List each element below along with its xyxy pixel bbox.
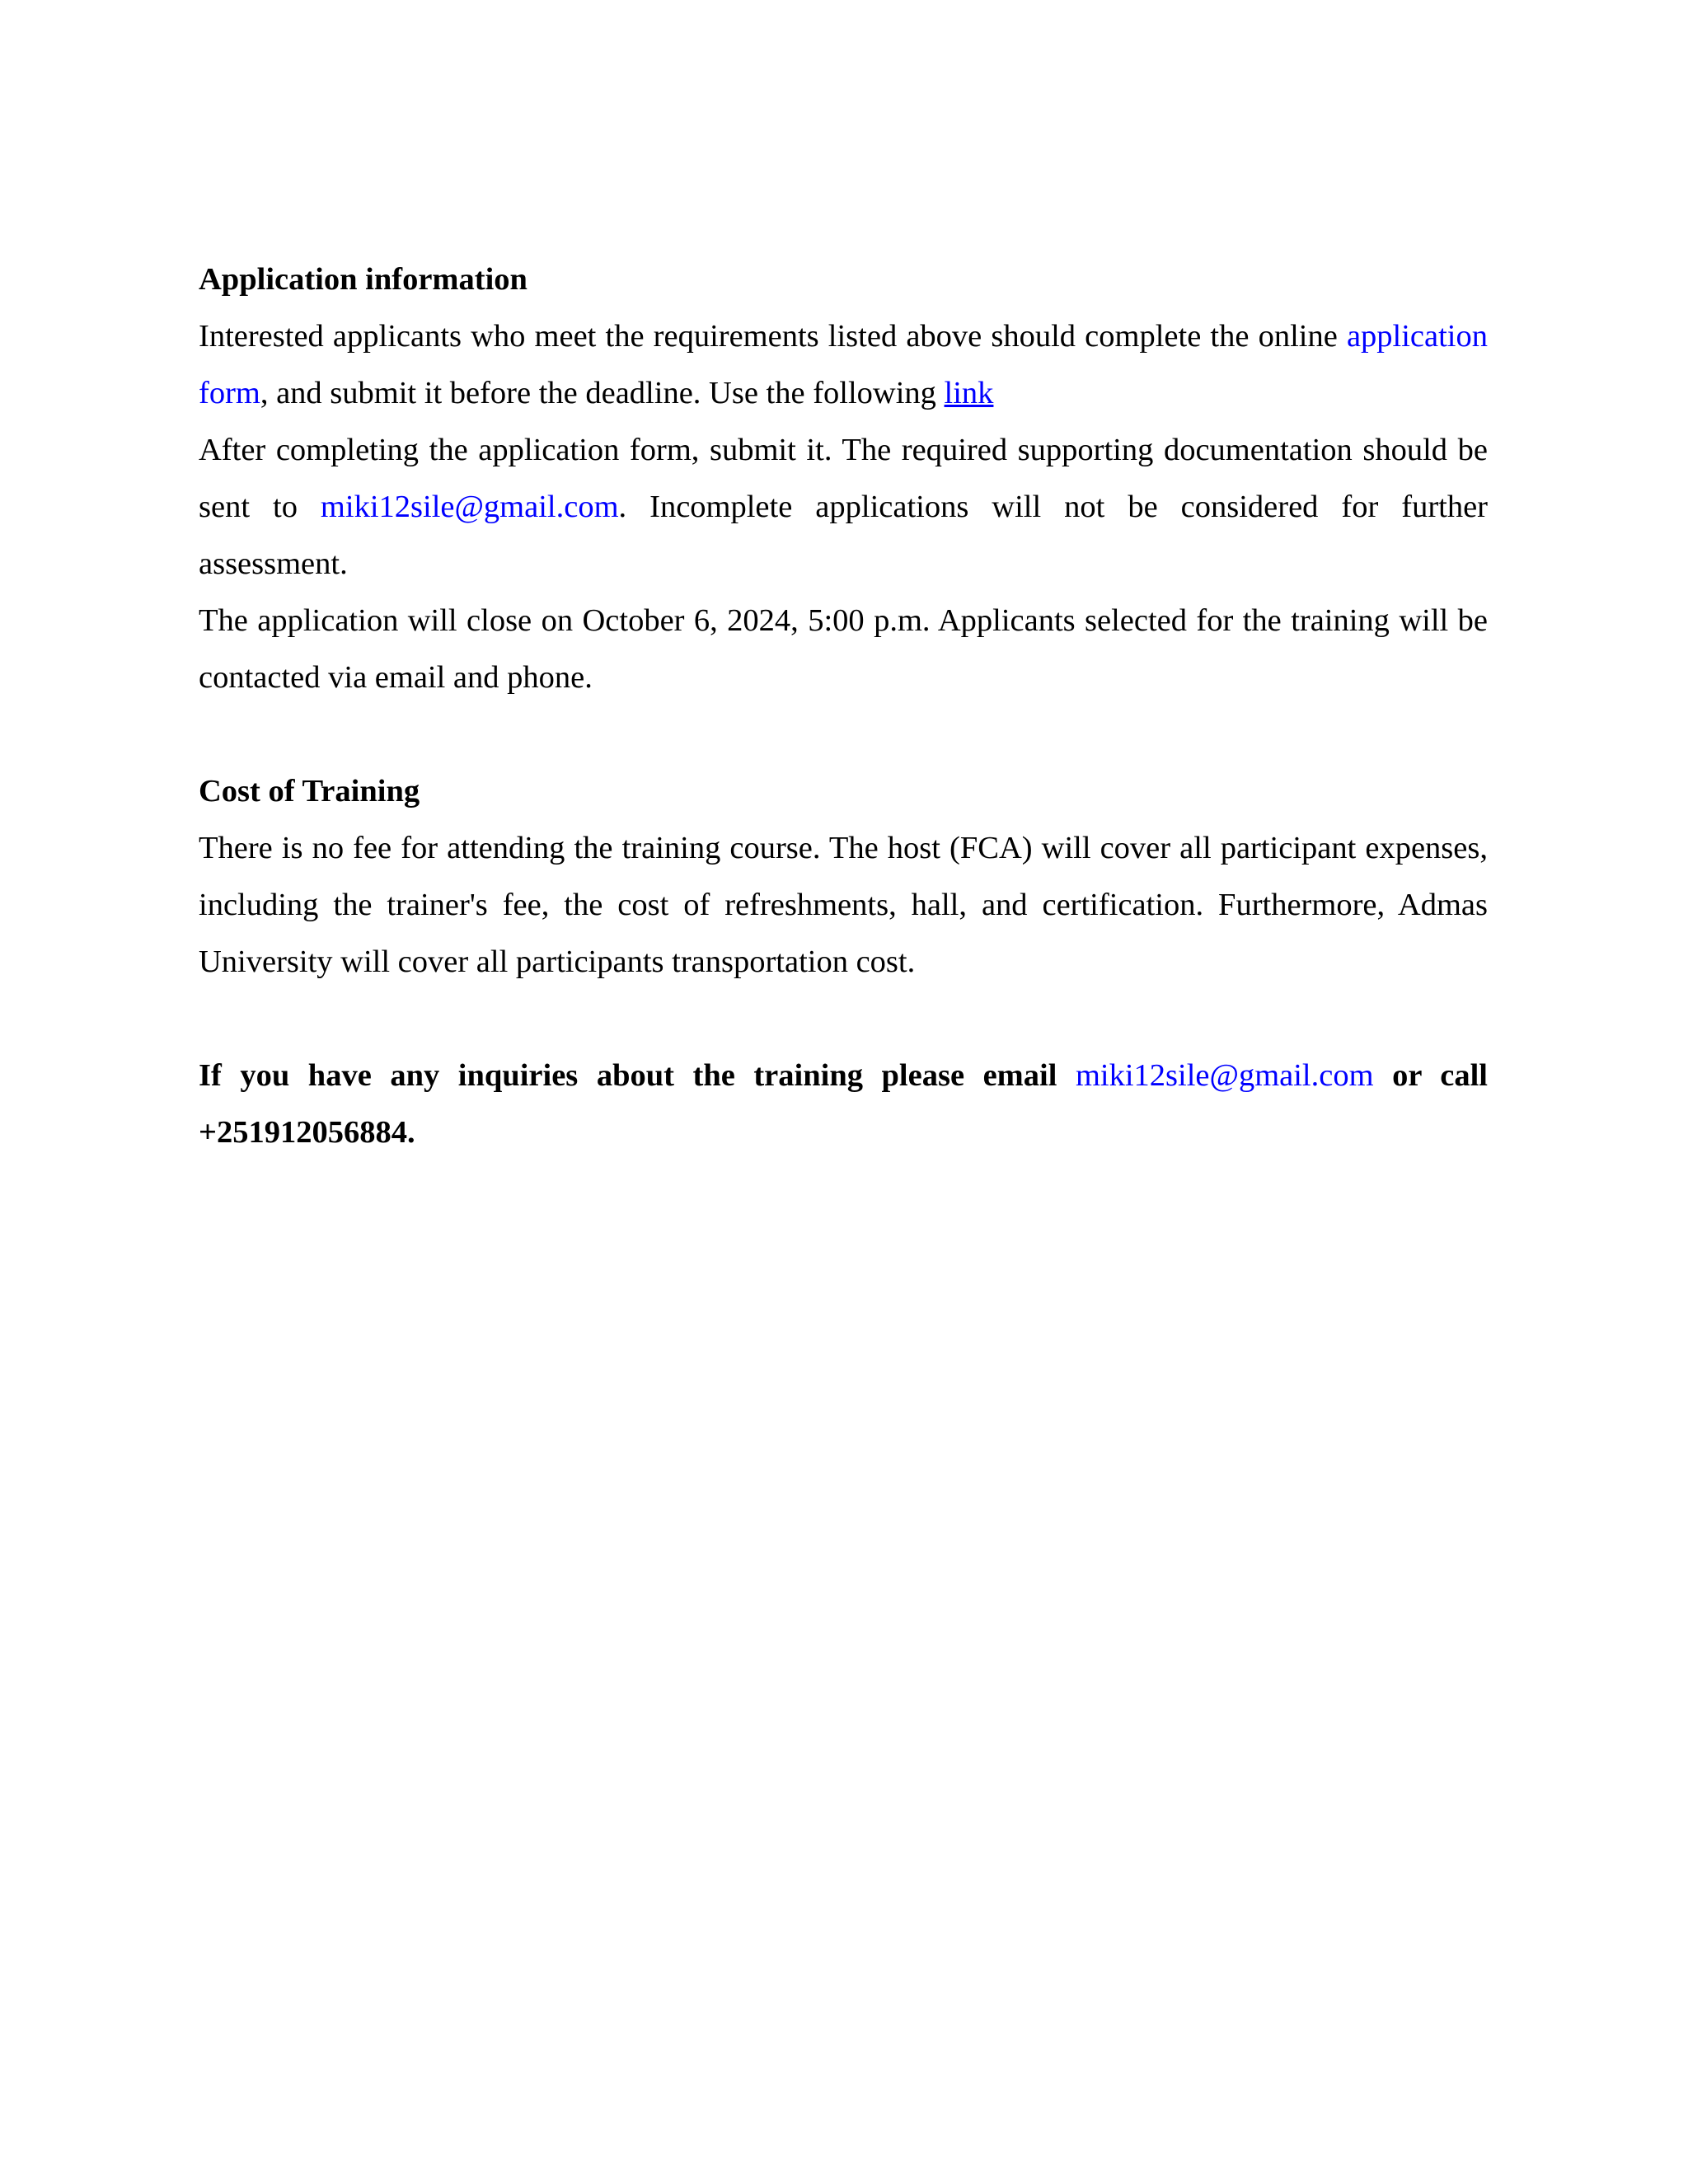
application-paragraph-1 — [199, 308, 1488, 422]
document-content — [199, 251, 1488, 1161]
inquiry-paragraph — [199, 1047, 1488, 1161]
application-information-heading: Application information — [199, 262, 528, 297]
application-paragraph-3: The application will close on October 6, 2024, 5:00 p.m. Applicants selected for the training will be contacted via email and phone. — [199, 603, 1488, 695]
cost-of-training-heading: Cost of Training — [199, 774, 420, 808]
documentation-email-link[interactable]: miki12sile@gmail.com — [320, 490, 619, 524]
section-spacer — [199, 706, 1488, 763]
inquiry-text-start: If you have any inquiries about the training please email — [199, 1058, 1076, 1093]
application-p2-text-end: . Incomplete applications will not be considered for further assessment. — [199, 490, 1488, 581]
application-p1-text-start: Interested applicants who meet the requirements listed above should complete the online — [199, 319, 1347, 354]
cost-paragraph: There is no fee for attending the training course. The host (FCA) will cover all participant expenses, including the trainer's fee, the cost of refreshments, hall, and certification. Furthermore, Admas University will cover all participants transportation cost. — [199, 831, 1488, 979]
inquiry-email-link[interactable]: miki12sile@gmail.com — [1075, 1058, 1374, 1093]
application-paragraph-2 — [199, 422, 1488, 593]
application-link[interactable]: link — [944, 376, 994, 410]
application-p2-text-start: After completing the application form, submit it. The required supporting documentation should be sent to — [199, 433, 1488, 524]
inquiry-text-end: or call +251912056884. — [199, 1058, 1489, 1150]
application-p1-text-middle: , and submit it before the deadline. Use the following — [260, 376, 945, 410]
section-spacer — [199, 991, 1488, 1047]
application-form-link[interactable]: application form — [199, 319, 1488, 410]
